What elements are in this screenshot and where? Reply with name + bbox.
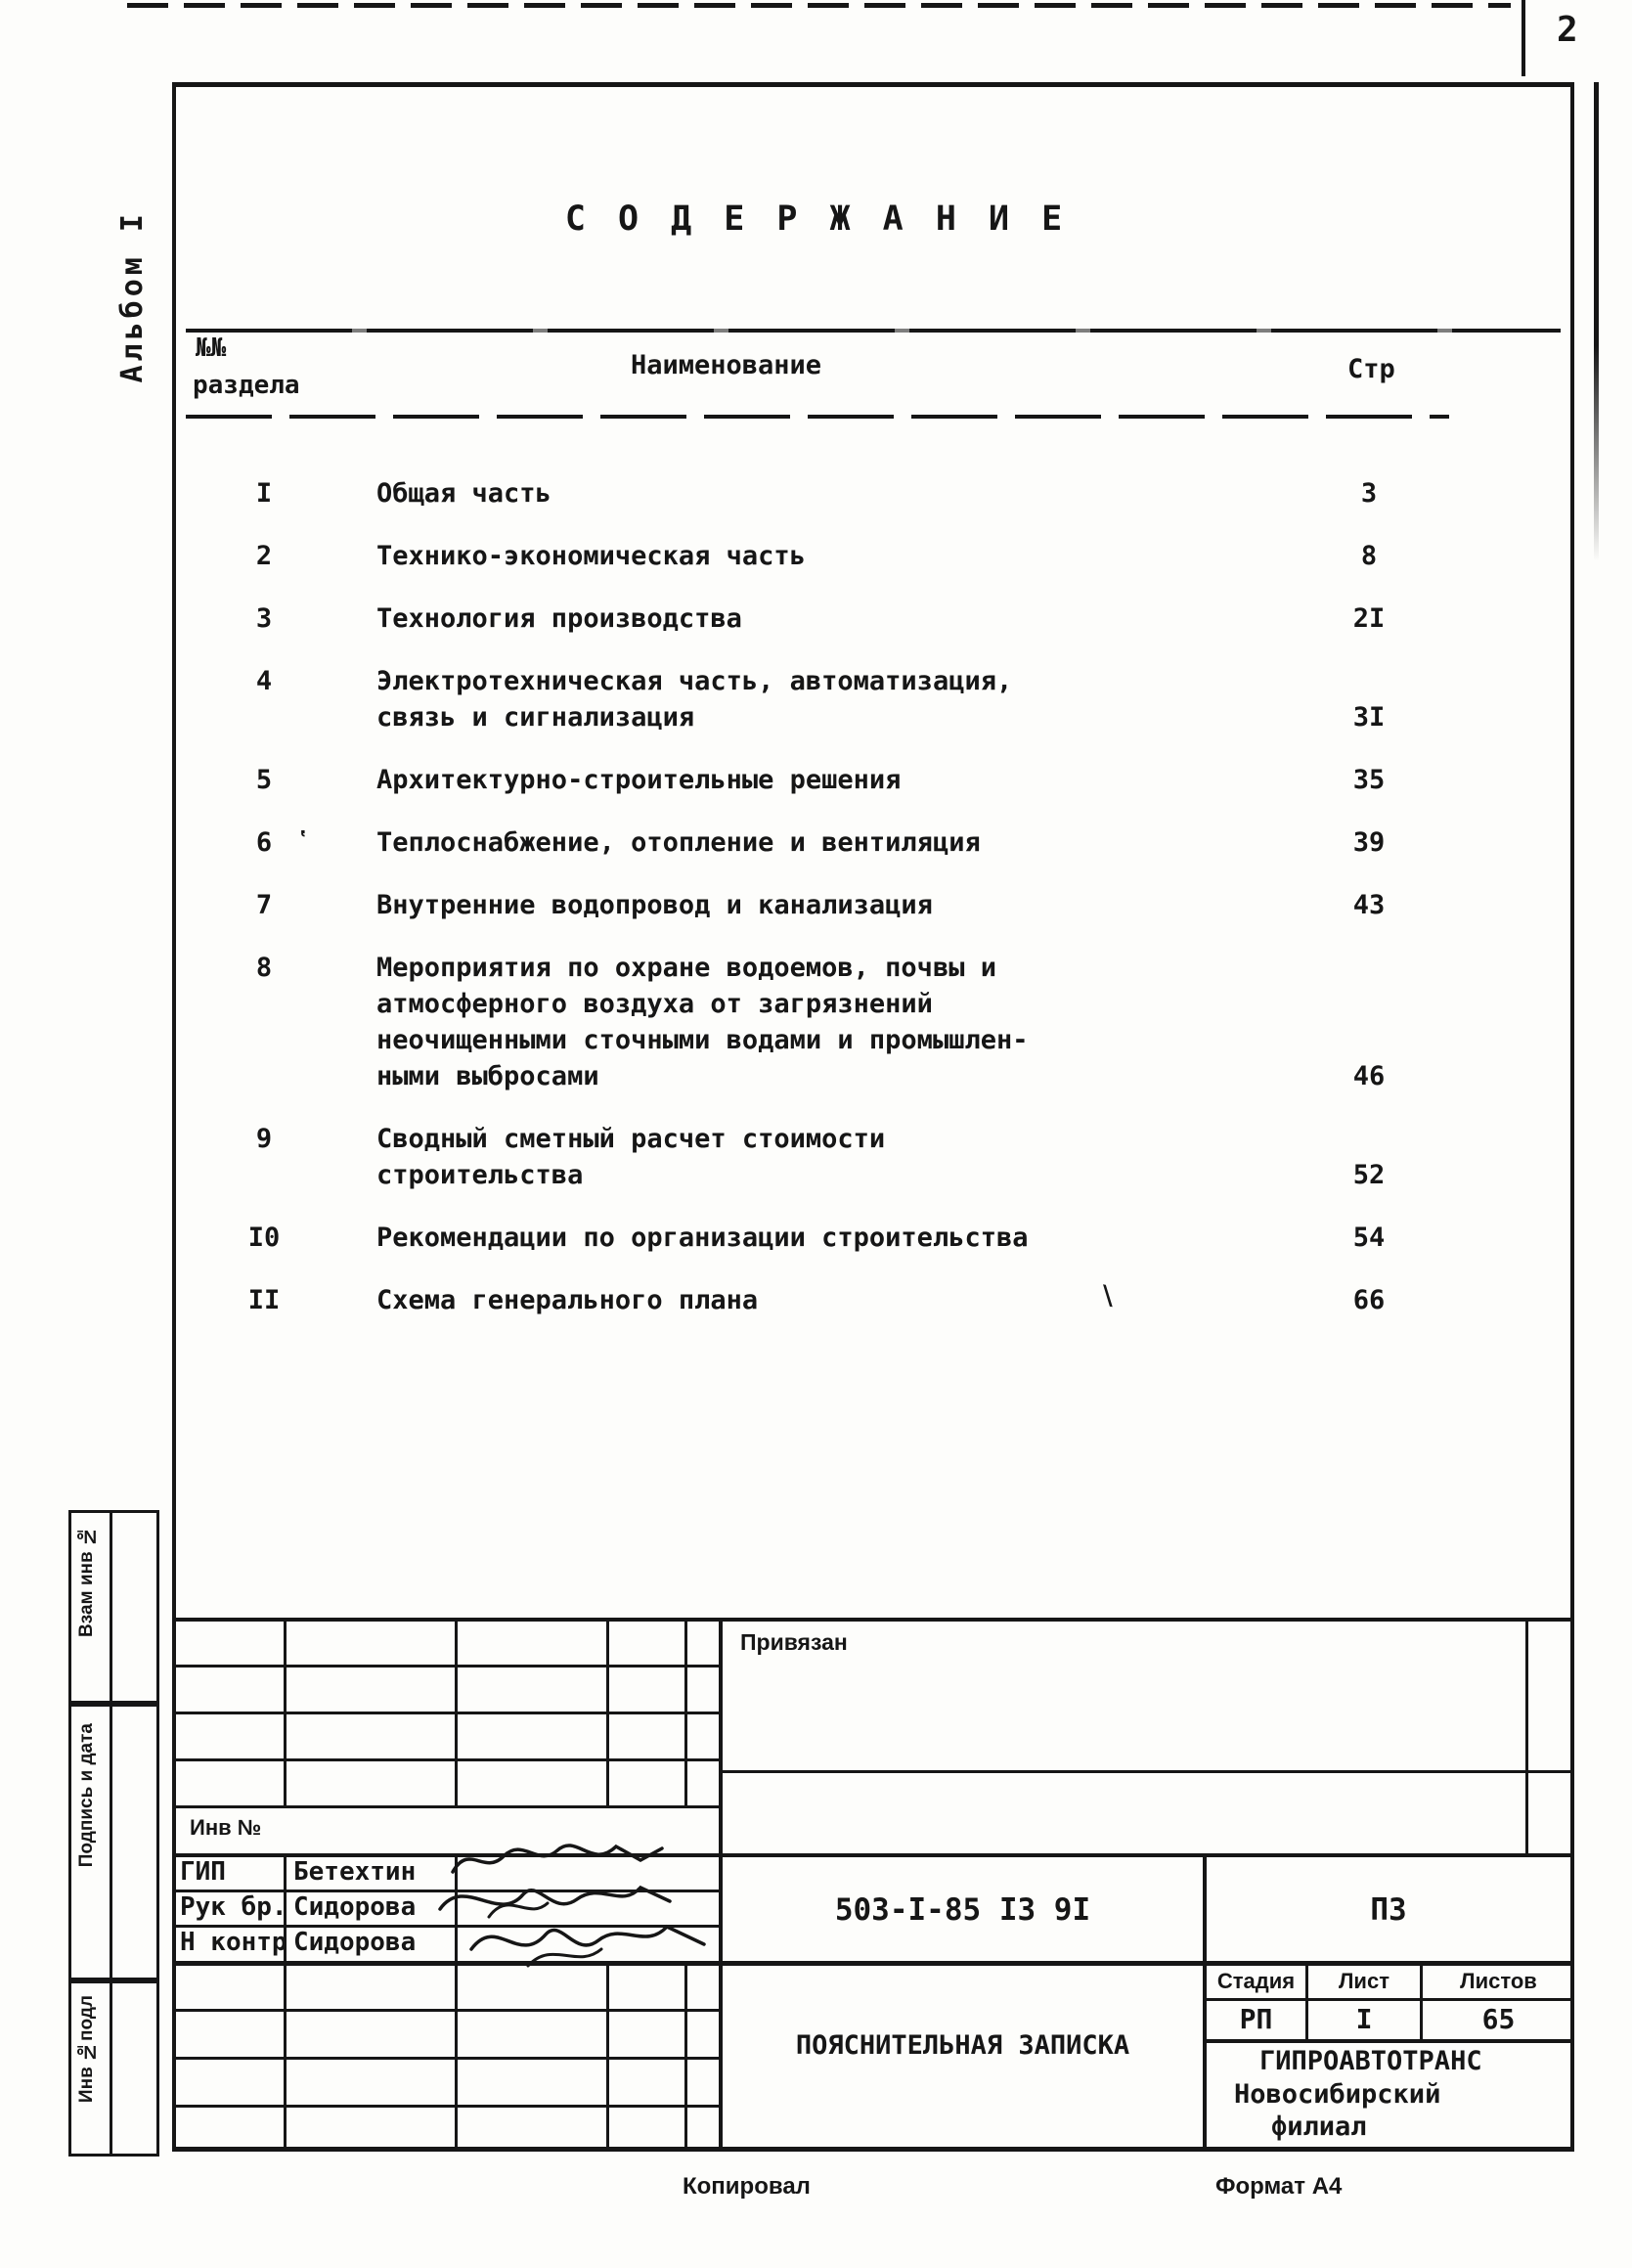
toc-row-title: Схема генерального плана [376, 1285, 759, 1315]
toc-row-page: 39 [1352, 827, 1386, 858]
toc-row-page: 35 [1352, 765, 1386, 795]
toc-row-title: Теплоснабжение, отопление и вентиляция [376, 827, 981, 858]
titleblock-line [606, 1966, 609, 2152]
strip-label-vzam-inv: Взам инв № [76, 1526, 97, 1637]
binding-label: Привязан [740, 1629, 848, 1655]
sheets-value: 65 [1481, 2003, 1516, 2035]
toc-row-page: 3I [1352, 702, 1386, 733]
titleblock-line [172, 1712, 719, 1714]
toc-row [210, 663, 1423, 735]
organization-line: ГИПРОАВТОТРАНС [1259, 2046, 1482, 2076]
titleblock-line [172, 1961, 1574, 1966]
titleblock-line [606, 1618, 609, 1805]
toc-row-number: 2 [255, 541, 273, 571]
toc-row-number: I [255, 478, 273, 509]
signer-name: Бетехтин [293, 1857, 417, 1887]
toc-row-page: 8 [1360, 541, 1378, 571]
signer-role: Н контр [180, 1928, 287, 1957]
titleblock-line [684, 1618, 687, 1805]
toc-row-page: 66 [1352, 1285, 1386, 1315]
titleblock-line [172, 1805, 719, 1808]
format-label: Формат А4 [1215, 2173, 1343, 2200]
toc-col-page-header: Стр [1347, 354, 1395, 384]
titleblock-line [284, 1618, 287, 1805]
toc-row-number: 9 [255, 1124, 273, 1154]
toc-row-number: 5 [255, 765, 273, 795]
titleblock-line [172, 1758, 719, 1761]
toc-row-title: Технология производства [376, 603, 742, 634]
titleblock-line [1207, 2039, 1574, 2043]
titleblock-line [723, 1770, 1574, 1773]
scan-edge-dashes [127, 3, 1511, 8]
sheet-number-box-line [1522, 0, 1525, 76]
toc-row-title: Общая часть [376, 478, 551, 509]
document-type: ПЗ [1370, 1892, 1407, 1928]
sheet-label: Лист [1339, 1969, 1389, 1993]
strip-label-inv-podl: Инв №подл [76, 1995, 97, 2104]
scan-edge-vertical [1594, 82, 1599, 561]
toc-row-page: 54 [1352, 1223, 1386, 1253]
toc-row [210, 538, 1423, 574]
sheet-number: 2 [1557, 10, 1578, 50]
titleblock-line [455, 1618, 458, 1805]
toc-row [210, 824, 1423, 861]
titleblock-line [172, 1665, 719, 1668]
signature-icon [460, 1905, 714, 1979]
copied-by-label: Копировал [683, 2173, 811, 2200]
toc-row [210, 762, 1423, 798]
titleblock-line [1207, 1998, 1574, 2001]
toc-row-number: 8 [255, 953, 273, 983]
toc-row-page: 46 [1352, 1061, 1386, 1091]
toc-row [210, 600, 1423, 637]
strip-label-podpis-data: Подпись и дата [76, 1723, 97, 1868]
toc-row-title: Внутренние водопровод и канализация [376, 890, 933, 920]
artifact-stray-mark: \ [1097, 1280, 1118, 1312]
signer-name: Сидорова [293, 1928, 417, 1957]
sheets-label: Листов [1460, 1969, 1537, 1993]
toc-row-page: 52 [1352, 1160, 1386, 1190]
toc-row-page: 43 [1352, 890, 1386, 920]
toc-row-title: Архитектурно-строительные решения [376, 765, 902, 795]
toc-row-title: Технико-экономическая часть [376, 541, 806, 571]
titleblock-line [172, 2105, 719, 2108]
titleblock-line [284, 1966, 287, 2152]
toc-col-number-header: №№ [196, 334, 227, 363]
titleblock-line [172, 2009, 719, 2012]
toc-row [210, 1282, 1423, 1318]
toc-row [210, 887, 1423, 923]
toc-row-page: 2I [1352, 603, 1386, 634]
toc-row [210, 475, 1423, 511]
sheet-value: I [1355, 2003, 1373, 2035]
signer-role: Рук бр. [180, 1892, 287, 1922]
toc-col-name-header: Наименование [631, 350, 822, 380]
album-label: Альбом I [115, 210, 150, 383]
titleblock-line [455, 1966, 458, 2152]
document-number: 503-I-85 I3 9I [834, 1892, 1091, 1928]
titleblock-line [172, 2057, 719, 2060]
toc-row [210, 1121, 1423, 1193]
toc-row-number: 6 [255, 827, 273, 858]
toc-row [210, 1220, 1423, 1256]
toc-rows [210, 475, 1423, 1345]
toc-row [210, 950, 1423, 1094]
header-separator-top [186, 329, 1561, 333]
toc-row-number: 3 [255, 603, 273, 634]
document-title: ПОЯСНИТЕЛЬНАЯ ЗАПИСКА [795, 2030, 1130, 2061]
toc-row-number: 4 [255, 666, 273, 696]
signer-role: ГИП [180, 1857, 226, 1887]
page-title: С О Д Е Р Ж А Н И Е [564, 200, 1069, 239]
titleblock-line [1525, 1618, 1528, 1857]
toc-row-page: 3 [1360, 478, 1378, 509]
titleblock-line [172, 1618, 1574, 1622]
toc-row-number: II [247, 1285, 281, 1315]
titleblock-line [684, 1966, 687, 2152]
toc-row-number: I0 [247, 1223, 281, 1253]
stage-label: Стадия [1216, 1969, 1296, 1993]
toc-col-number-header-2: раздела [193, 371, 300, 400]
toc-row-number: 7 [255, 890, 273, 920]
toc-row-title: Рекомендации по организации строительства [376, 1223, 1029, 1253]
header-separator-bottom [186, 415, 1449, 419]
toc-row-title: Сводный сметный расчет стоимости строительства [376, 1124, 886, 1190]
toc-row-title: Мероприятия по охране водоемов, почвы и атмосферного воздуха от загрязнений неочищенными сточными водами и промышлен- ными выбросами [376, 953, 1029, 1091]
artifact-row6-mark: ʽ [295, 829, 311, 859]
inv-number-label: Инв № [190, 1815, 262, 1840]
stage-value: РП [1239, 2003, 1273, 2035]
toc-row-title: Электротехническая часть, автоматизация, связь и сигнализация [376, 666, 1013, 733]
organization-line: Новосибирский [1234, 2079, 1441, 2110]
organization-line: филиал [1271, 2112, 1367, 2142]
signer-name: Сидорова [293, 1892, 417, 1922]
